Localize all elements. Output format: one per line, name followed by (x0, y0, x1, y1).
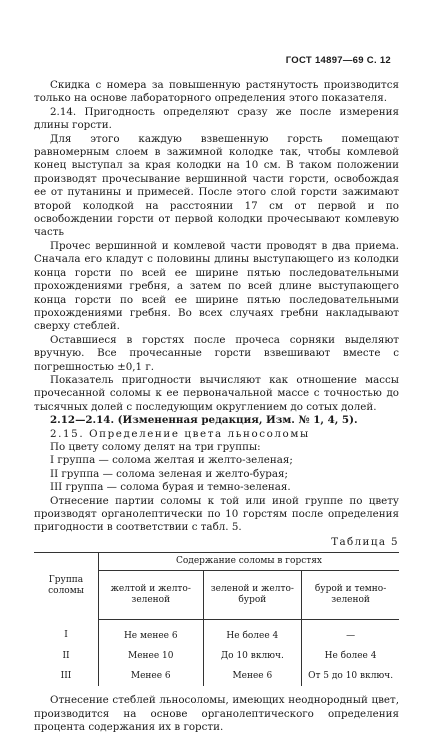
table-cell: Менее 6 (203, 666, 302, 686)
group-cell: I (34, 620, 99, 647)
paragraph: Для этого каждую взвешенную горсть помещают равномерным слоем в зажимной колодке так, чтобы комлевой конец выступал за края колодки на 10 см. В таком положении производят прочесывание вершинной части горсти, освобождая ее от путанины и примесей. После этого слой горсти зажимают второй колодкой на расстоянии 17 см от первой и по освобождении горсти от первой колодки прочесывают комлевую часть (34, 132, 399, 239)
table-cell: — (346, 630, 356, 641)
column-header: зеленой и желто-бурой (203, 571, 302, 620)
page-header: ГОСТ 14897—69 С. 12 (285, 55, 391, 66)
table-cell: От 5 до 10 включ. (308, 670, 394, 681)
paragraph: По цвету солому делят на три группы: (50, 440, 261, 453)
group-header: Группа соломы (34, 553, 99, 620)
table-row (34, 620, 399, 647)
table-cell: До 10 включ. (203, 646, 302, 666)
paragraph: Скидка с номера за повышенную растянутость производится только на основе лабораторного определения этого показателя. (34, 79, 399, 105)
section-heading: 2.15. Определение цвета льносоломы (50, 427, 310, 440)
table-row (34, 646, 399, 666)
column-header: желтой и желто-зеленой (99, 571, 204, 620)
paragraph: Отнесение стеблей льносоломы, имеющих неоднородный цвет, производится на основе органолептического определения процента содержания их в горсти. (34, 694, 399, 734)
paragraph: 2.14. Пригодность определяют сразу же после измерения длины горсти. (34, 105, 399, 132)
table-cell: Не более 4 (324, 650, 377, 661)
table-cell: Не более 4 (203, 620, 302, 647)
paragraph: Прочес вершинной и комлевой части проводят в два приема. Сначала его кладут с половины длины выступающего из колодки конца горсти по всей ее ширине пятью последовательными прохождениями гребня, а затем по всей длине выступающего конца горсти по всей ее ширине пятью последовательными прохождениями гребня. Во всех случаях гребни накладывают сверху стеблей. (34, 239, 399, 333)
table-caption: Таблица 5 (331, 535, 399, 548)
paragraph: Показатель пригодности вычисляют как отношение массы прочесанной соломы к ее первоначальной массе с точностью до тысячных долей с последующим округлением до сотых долей. (34, 373, 399, 413)
list-item: III группа — солома бурая и темно-зеленая. (50, 481, 291, 494)
list-item: I группа — солома желтая и желто-зеленая; (50, 454, 293, 467)
table-cell: Менее 6 (99, 666, 204, 686)
document-body (34, 79, 399, 734)
group-cell: III (34, 666, 99, 686)
list-item: II группа — солома зеленая и желто-бурая; (50, 467, 288, 480)
content-header: Содержание соломы в горстях (99, 553, 400, 571)
amendment-note: 2.12—2.14. (Измененная редакция, Изм. № 1, 4, 5). (50, 414, 358, 427)
color-table (34, 552, 399, 686)
table-row (34, 666, 399, 686)
paragraph: Отнесение партии соломы к той или иной группе по цвету производят органолептически по 10 горстям после определения пригодности в соответствии с табл. 5. (34, 494, 399, 534)
group-cell: II (34, 646, 99, 666)
column-header: бурой и темно-зеленой (302, 571, 399, 620)
table-cell: Не менее 6 (99, 620, 204, 647)
paragraph: Оставшиеся в горстях после прочеса сорняки выделяют вручную. Все прочесанные горсти взвешивают вместе с погрешностью ±0,1 г. (34, 333, 399, 373)
table-cell: Менее 10 (99, 646, 204, 666)
